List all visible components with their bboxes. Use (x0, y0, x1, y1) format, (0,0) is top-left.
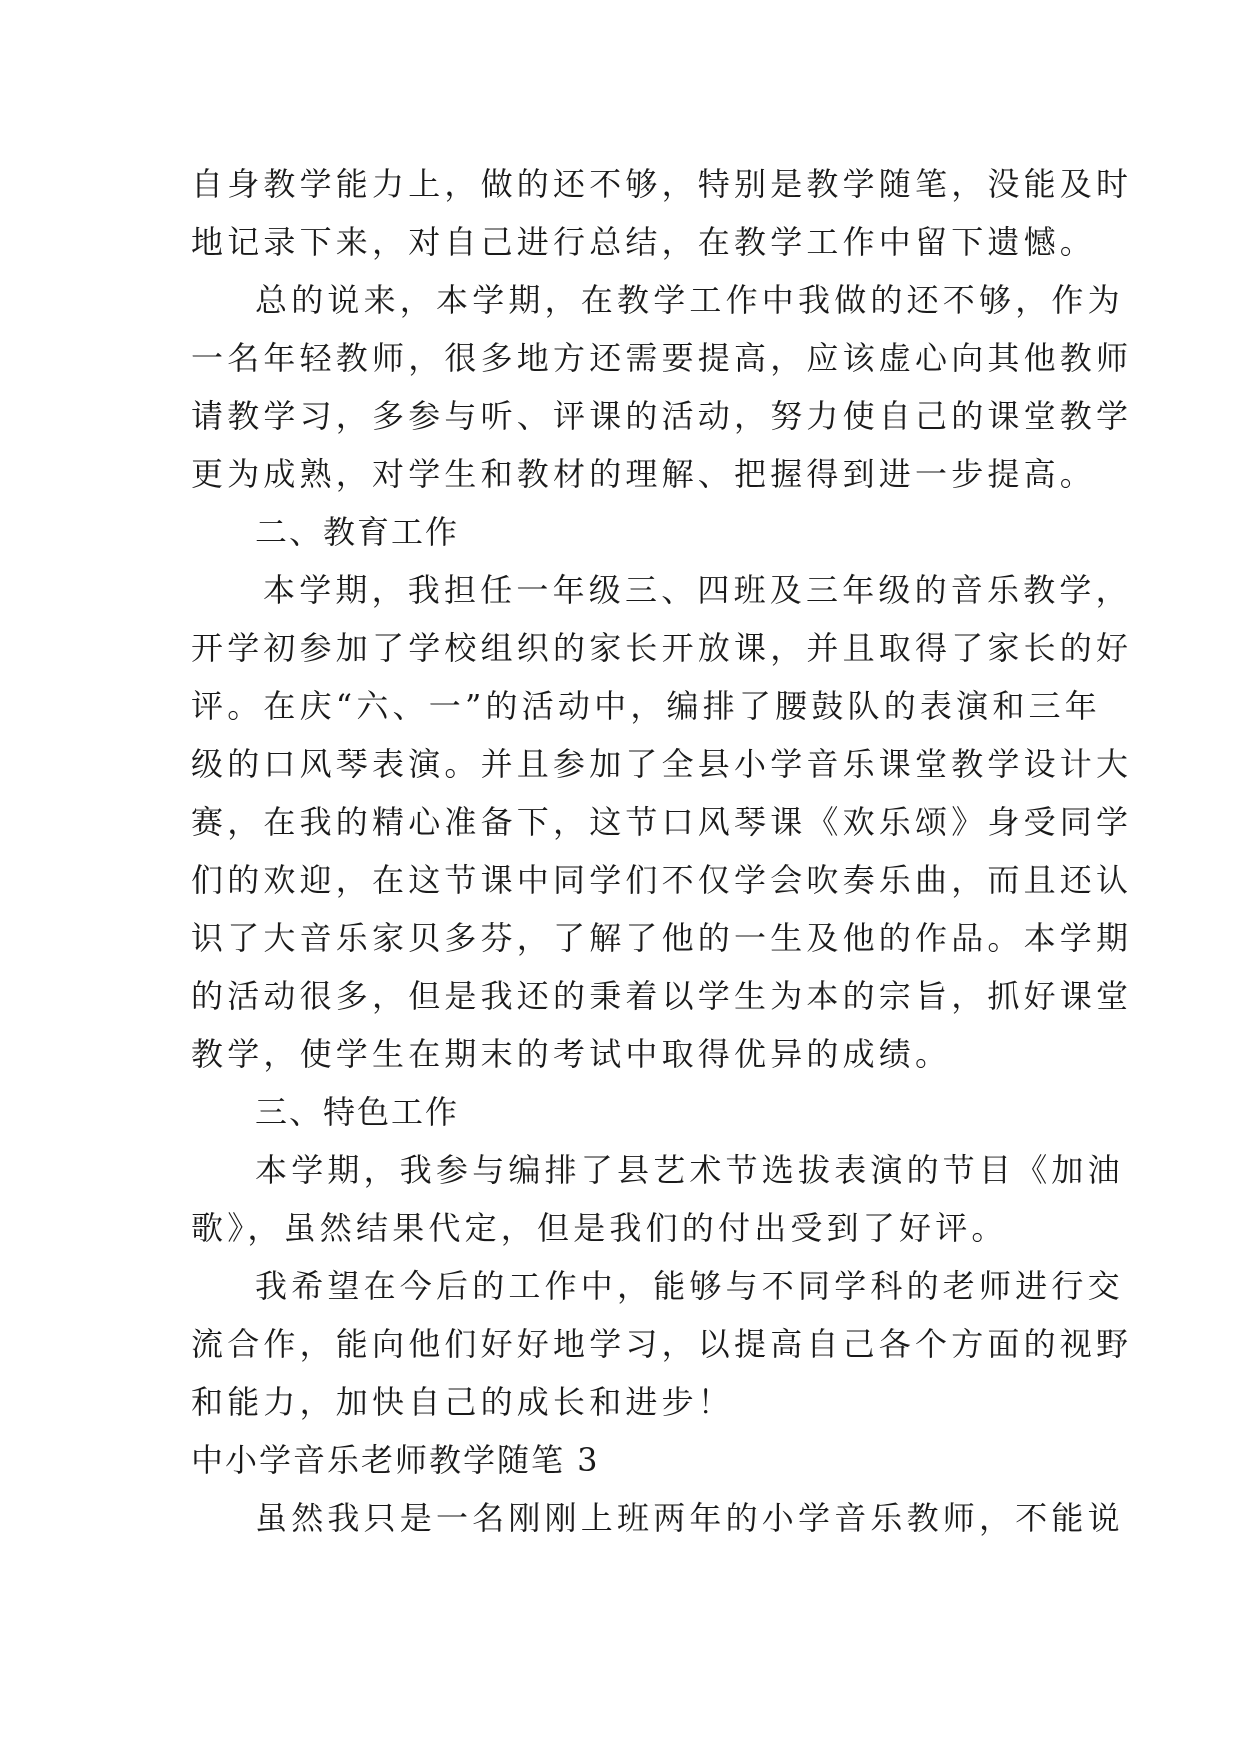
section-heading: 二、教育工作 (255, 513, 460, 551)
paragraph-line: 总的说来，本学期，在教学工作中我做的还不够，作为 (255, 281, 1124, 319)
paragraph-line: 一名年轻教师，很多地方还需要提高，应该虚心向其他教师 (191, 339, 1133, 377)
paragraph-line: 虽然我只是一名刚刚上班两年的小学音乐教师，不能说 (255, 1499, 1124, 1537)
paragraph-line: 流合作，能向他们好好地学习，以提高自己各个方面的视野 (191, 1325, 1133, 1363)
paragraph-line: 本学期，我担任一年级三、四班及三年级的音乐教学， (263, 571, 1132, 609)
paragraph-line: 和能力，加快自己的成长和进步！ (191, 1383, 735, 1421)
paragraph-line: 自身教学能力上，做的还不够，特别是教学随笔，没能及时 (191, 165, 1133, 203)
document-body (191, 155, 1133, 1547)
article-title: 中小学音乐老师教学随笔 3 (191, 1441, 600, 1479)
paragraph-line: 级的口风琴表演。并且参加了全县小学音乐课堂教学设计大 (191, 745, 1133, 783)
paragraph-line: 本学期，我参与编排了县艺术节选拔表演的节目《加油 (255, 1151, 1124, 1189)
paragraph-line: 赛，在我的精心准备下，这节口风琴课《欢乐颂》身受同学 (191, 803, 1133, 841)
paragraph-line: 的活动很多，但是我还的秉着以学生为本的宗旨，抓好课堂 (191, 977, 1133, 1015)
paragraph-line: 识了大音乐家贝多芬，了解了他的一生及他的作品。本学期 (191, 919, 1133, 957)
paragraph-line: 请教学习，多参与听、评课的活动，努力使自己的课堂教学 (191, 397, 1133, 435)
paragraph-line: 地记录下来，对自己进行总结，在教学工作中留下遗憾。 (191, 223, 1097, 261)
paragraph-line: 歌》，虽然结果代定，但是我们的付出受到了好评。 (191, 1209, 1008, 1247)
paragraph-line: 开学初参加了学校组织的家长开放课，并且取得了家长的好 (191, 629, 1133, 667)
section-heading: 三、特色工作 (255, 1093, 460, 1131)
paragraph-line: 评。在庆“六、一”的活动中，编排了腰鼓队的表演和三年 (191, 687, 1101, 725)
paragraph-line: 们的欢迎，在这节课中同学们不仅学会吹奏乐曲，而且还认 (191, 861, 1133, 899)
paragraph-line: 更为成熟，对学生和教材的理解、把握得到进一步提高。 (191, 455, 1097, 493)
paragraph-line: 我希望在今后的工作中，能够与不同学科的老师进行交 (255, 1267, 1124, 1305)
paragraph-line: 教学，使学生在期末的考试中取得优异的成绩。 (191, 1035, 952, 1073)
